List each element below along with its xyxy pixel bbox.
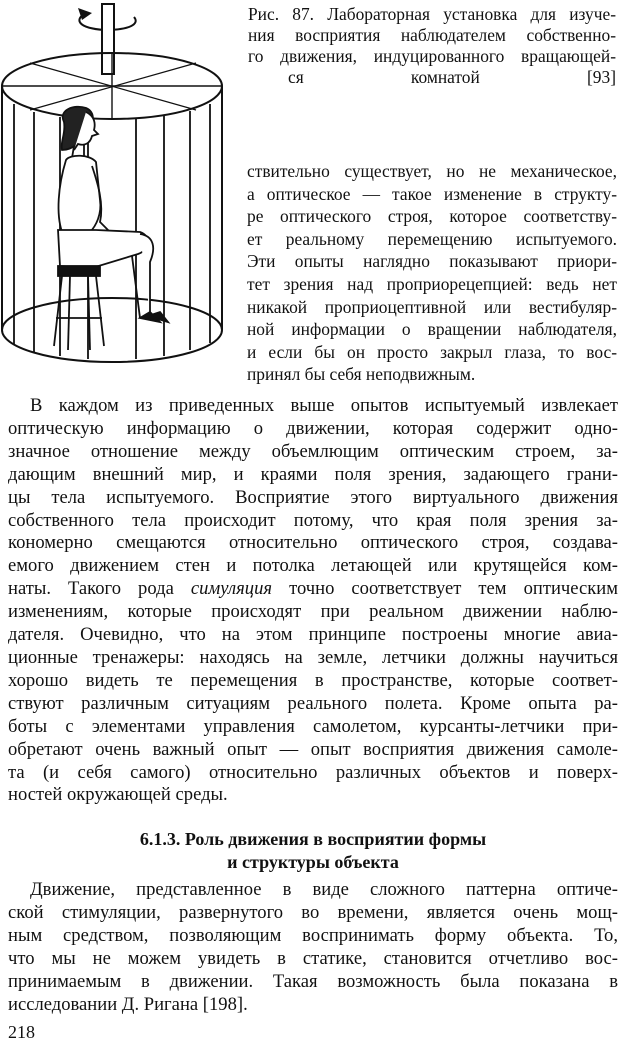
caption-line: ния восприятия наблюдателем собственно- [248,25,616,45]
text-line: Движение, представленное в виде сложного паттерна оптиче- [30,879,618,900]
text-line: и если бы он просто закрыл глаза, то вос- [247,341,617,362]
text-line: боты с элементами управления самолетом, курсанты-летчики при- [8,715,618,737]
text-line: емого движением стен и потолка летающей или крутящейся ком- [8,555,618,577]
text-line: ет реальному перемещению испытуемого. [247,228,617,249]
text-line: обретают очень важный опыт — опыт восприятия движения самоле- [8,738,618,760]
text-line: В каждом из приведенных выше опытов испытуемый извлекает [30,395,618,416]
heading-line: 6.1.3. Роль движения в восприятии формы [139,829,487,849]
observer-figure [54,107,168,350]
section-paragraph [8,879,618,1016]
text-line: ционные тренажеры: находясь на земле, летчики должны научиться [8,646,618,668]
emphasized-term: симуляция [190,578,273,600]
text-line: принимаемым в движении. Такая возможность была показана в [8,970,618,992]
text-line: а оптическое — такое изменение в структу- [247,183,617,204]
figure-caption [248,4,616,88]
text-line: дающим внешний мир, и краями поля зрения, задающего грани- [8,463,618,485]
text-line: принял бы себя неподвижным. [247,364,476,385]
text-line: кономерно смещаются относительно оптического строя, создава- [8,532,618,554]
text-line: ской стимуляции, развернутого во времени, является очень мощ- [8,901,618,923]
heading-line: и структуры объекта [227,852,399,872]
text-line: никакой проприоцептивной или вестибуляр- [247,296,617,317]
text-line: хорошо видеть те перемещения в пространстве, которые соответ- [8,669,618,691]
text-line: дателя. Очевидно, что на этом принципе построены многие авиа- [8,624,618,646]
caption-line: ся комнатой [93] [288,67,616,87]
text-line: тет зрения над проприорецепцией: ведь нет [247,273,617,294]
text-line: собственного тела происходит потому, что края поля зрения за- [8,509,618,531]
text-line-with-emphasis [8,578,618,601]
text-line: Эти опыты наглядно показывают приори- [247,251,617,272]
text-line: ной информации о вращении наблюдателя, [247,319,617,340]
text-line: изменениям, которые происходят при реальном движении наблю- [8,601,618,623]
section-heading [8,828,618,874]
side-paragraph [247,160,617,386]
text-line: ностей окружающей среды. [8,784,228,806]
text-line: ре оптического строя, которое соответству- [247,206,617,227]
page-number: 218 [8,1022,35,1042]
text-line: ным средством, позволяющим воспринимать форму объекта. То, [8,924,618,946]
text-segment: наты. Такого рода [8,578,191,600]
text-line: ствительно существует, но не механическое, [247,161,617,181]
text-line: оптическую информацию о движении, которая содержит одно- [8,417,618,439]
text-line: ствуют различным ситуациям реального полета. Кроме опыта ра- [8,692,618,714]
text-line: значное отношение между объемлющим оптическим строем, за- [8,440,618,462]
text-line: исследовании Д. Ригана [198]. [8,993,248,1015]
text-line: та (и себя самого) относительно различных объектов и поверх- [8,761,618,783]
rotating-room-illustration [0,0,250,395]
text-line: что мы не можем увидеть в статике, становится отчетливо вос- [8,947,618,969]
text-segment: точно соответствует тем оптическим [272,578,618,600]
caption-line: Рис. 87. Лабораторная установка для изуче- [248,4,616,24]
main-paragraph [8,395,618,807]
caption-line: го движения, индуцированного вращающей- [248,46,616,66]
room-floor [2,298,222,362]
text-line: цы тела испытуемого. Восприятие этого виртуального движения [8,486,618,508]
